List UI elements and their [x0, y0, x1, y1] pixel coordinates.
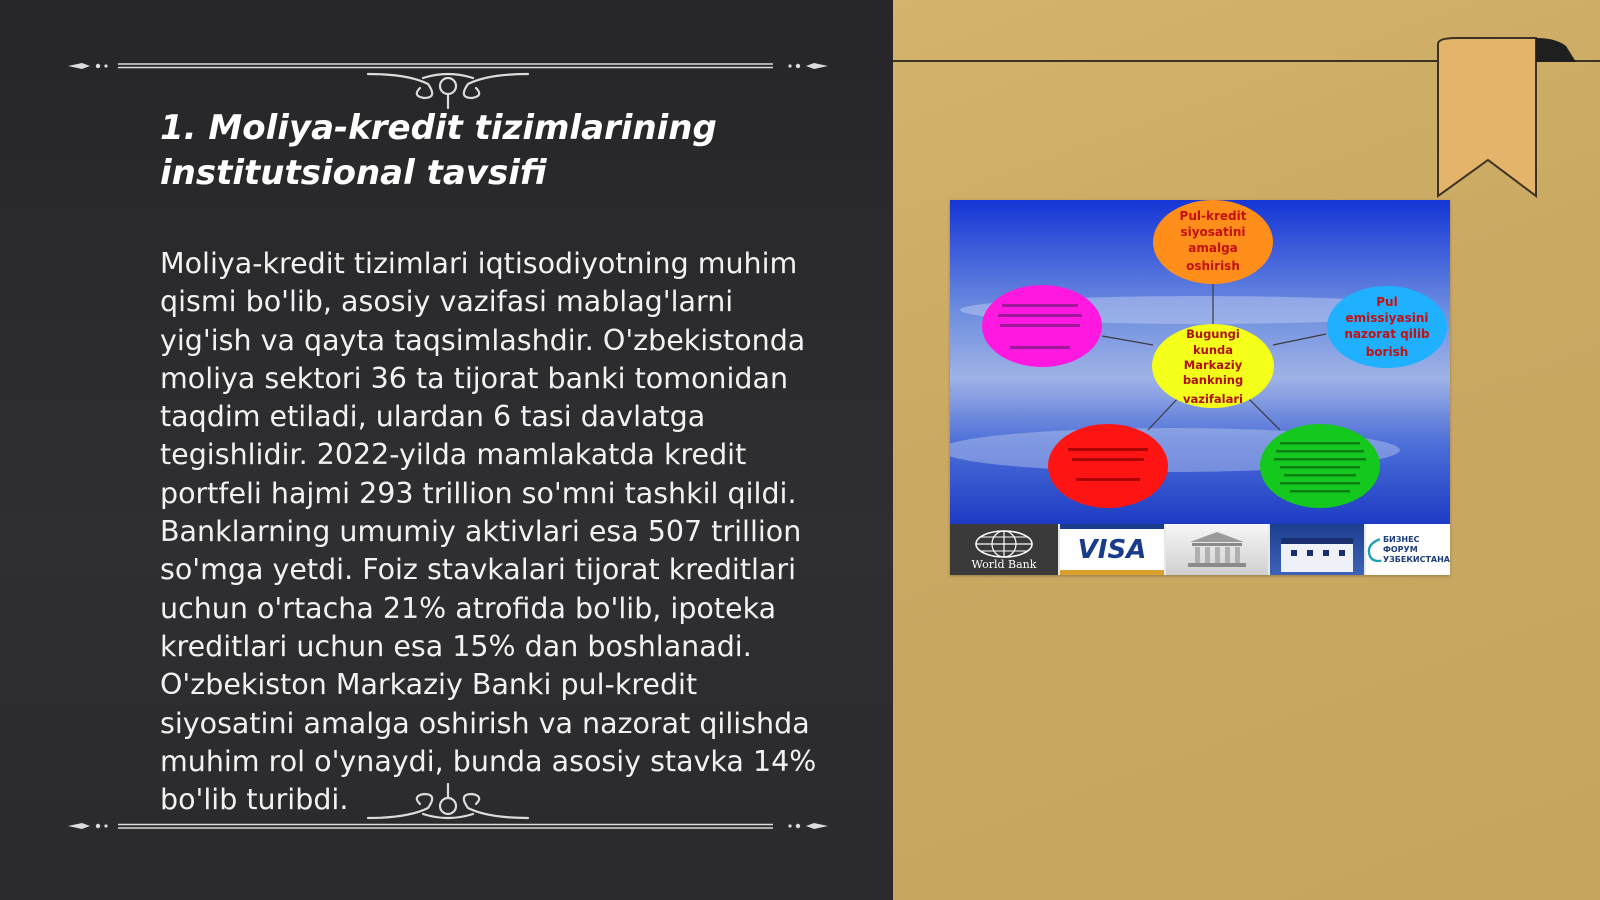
body-line: portfeli hajmi 293 trillion so'mni tashkil qildi.: [160, 476, 797, 510]
body-line: muhim rol o'ynaydi, bunda asosiy stavka 14%: [160, 744, 817, 778]
title-line-2: institutsional tavsifi: [160, 153, 547, 193]
bank-building-logo: [1166, 524, 1268, 575]
top-node-line-3: amalga: [1188, 241, 1238, 255]
center-node-line-2: kunda: [1192, 343, 1234, 357]
title-line-1: 1. Moliya-kredit tizimlarining: [160, 108, 717, 148]
body-line: qismi bo'lib, asosiy vazifasi mablag'larni: [160, 285, 734, 319]
forum-label-line-3: УЗБЕКИСТАНА: [1382, 554, 1450, 564]
center-node-line-4: bankning: [1182, 373, 1244, 387]
body-line: bo'lib turibdi.: [160, 783, 349, 817]
body-line: moliya sektori 36 ta tijorat banki tomonidan: [160, 361, 789, 395]
center-node-line-5: vazifalari: [1183, 392, 1243, 406]
body-line: O'zbekiston Markaziy Banki pul-kredit: [160, 668, 698, 702]
node-bottom-left: [1048, 424, 1168, 508]
business-forum-logo: [1366, 524, 1450, 575]
world-bank-label: World Bank: [971, 557, 1037, 571]
visa-label: VISA: [1077, 534, 1147, 565]
top-node-line-2: siyosatini: [1180, 225, 1246, 239]
bottom-fleuron-ornament-icon: [68, 782, 828, 834]
body-line: tegishlidir. 2022-yilda mamlakatda kredit: [160, 438, 747, 472]
forum-label-line-1: БИЗНЕС: [1382, 534, 1420, 544]
top-node-line-4: oshirish: [1186, 259, 1240, 273]
forum-label: [1383, 535, 1450, 565]
globe-icon: [974, 529, 1034, 559]
central-bank-building-logo: [1270, 524, 1364, 575]
body-line: so'mga yetdi. Foiz stavkalari tijorat kreditlari: [160, 553, 797, 587]
slide-title: [160, 106, 860, 196]
forum-label-line-2: ФОРУМ: [1382, 544, 1418, 554]
right-node-line-1: Pul: [1376, 295, 1398, 309]
body-line: kreditlari uchun esa 15% dan boshlanadi.: [160, 629, 752, 663]
office-building-icon: [1277, 528, 1357, 572]
body-line: Banklarning umumiy aktivlari esa 507 trillion: [160, 515, 802, 549]
functions-diagram: [950, 200, 1450, 524]
body-line: uchun o'rtacha 21% atrofida bo'lib, ipoteka: [160, 591, 777, 625]
right-node-line-4: borish: [1365, 345, 1409, 359]
bank-building-icon: [1182, 530, 1252, 570]
bookmark-ribbon-icon: [1436, 36, 1586, 201]
body-line: Moliya-kredit tizimlari iqtisodiyotning muhim: [160, 247, 798, 280]
central-bank-functions-figure: [950, 200, 1450, 575]
center-node-line-1: Bugungi: [1186, 327, 1240, 341]
right-node-line-2: emissiyasini: [1345, 311, 1429, 325]
world-bank-logo: [950, 524, 1058, 575]
right-node-line-3: nazorat qilib: [1344, 327, 1430, 341]
swirl-icon: [1366, 532, 1383, 568]
slide-body-text: [160, 245, 850, 819]
body-line: taqdim etiladi, ulardan 6 tasi davlatga: [160, 400, 706, 434]
top-fleuron-ornament-icon: [68, 58, 828, 110]
body-line: yig'ish va qayta taqsimlashdir. O'zbekistonda: [160, 323, 806, 357]
body-line: siyosatini amalga oshirish va nazorat qilishda: [160, 706, 810, 740]
top-node-line-1: Pul-kredit: [1179, 209, 1247, 223]
visa-logo: [1060, 524, 1164, 575]
center-node-line-3: Markaziy: [1183, 358, 1243, 372]
logo-strip: [950, 524, 1450, 575]
